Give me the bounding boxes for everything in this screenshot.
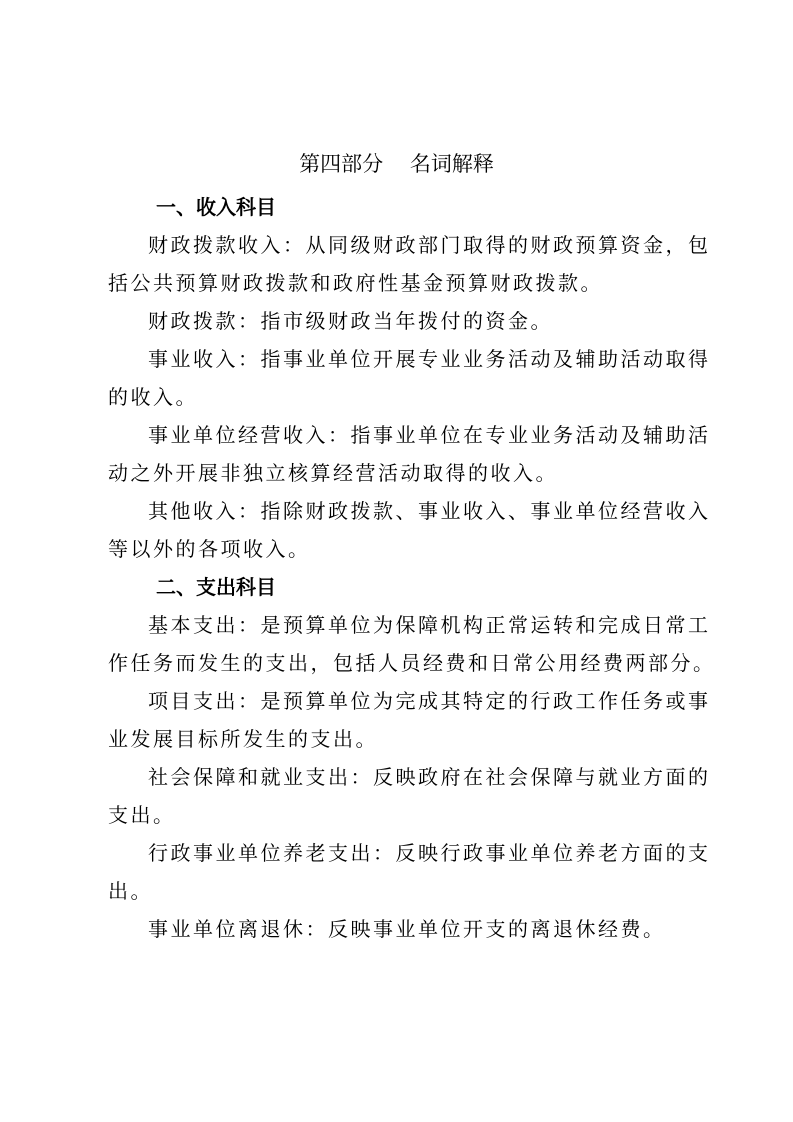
income-definition [108,340,711,416]
text-line: 等以外的各项收入。 [108,537,311,561]
text-line: 社会保障和就业支出：反映政府在社会保障与就业方面的 [148,765,711,789]
text-line: 财政拨款收入：从同级财政部门取得的财政预算资金，包 [148,233,711,257]
income-definition [108,416,711,492]
text-line: 业发展目标所发生的支出。 [108,727,378,751]
document-body [108,188,716,948]
text-line: 动之外开展非独立核算经营活动取得的收入。 [108,461,558,485]
income-definition [108,302,688,340]
page-title: 第四部分 名词解释 [299,152,494,176]
text-line: 事业单位离退休：反映事业单位开支的离退休经费。 [148,917,666,941]
income-definition [108,492,711,568]
text-line: 其他收入：指除财政拨款、事业收入、事业单位经营收入 [148,499,711,523]
text-line: 基本支出：是预算单位为保障机构正常运转和完成日常工 [148,613,711,637]
expense-definition [108,834,711,910]
text-line: 项目支出：是预算单位为完成其特定的行政工作任务或事 [148,689,711,713]
expense-definition [108,606,716,682]
expense-section-heading: 二、支出科目 [156,575,276,599]
expense-definition [108,682,711,758]
text-line: 行政事业单位养老支出：反映行政事业单位养老方面的支 [148,841,711,865]
income-section-heading: 一、收入科目 [156,195,276,219]
text-line: 支出。 [108,803,176,827]
expense-definition [108,758,711,834]
text-line: 作任务而发生的支出，包括人员经费和日常公用经费两部分。 [108,651,716,675]
expense-definition [108,910,688,948]
text-line: 的收入。 [108,385,198,409]
text-line: 财政拨款：指市级财政当年拨付的资金。 [148,309,553,333]
income-definition [108,226,711,302]
text-line: 括公共预算财政拨款和政府性基金预算财政拨款。 [108,271,603,295]
text-line: 事业单位经营收入：指事业单位在专业业务活动及辅助活 [148,423,711,447]
text-line: 事业收入：指事业单位开展专业业务活动及辅助活动取得 [148,347,711,371]
text-line: 出。 [108,879,153,903]
